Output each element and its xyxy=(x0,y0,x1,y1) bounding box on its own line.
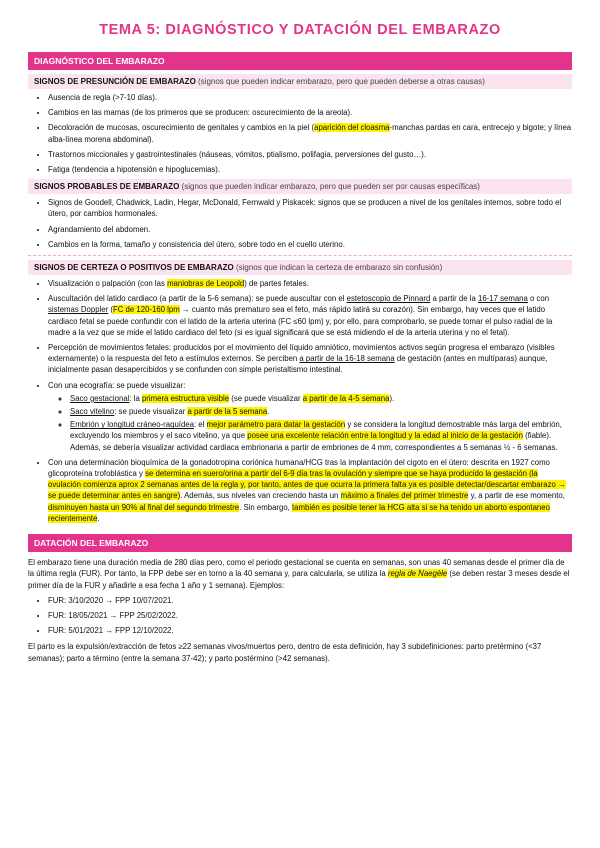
text: Decoloración de mucosas, oscurecimiento de genitales y cambios en la piel ( xyxy=(48,123,315,133)
highlight: se determina en suero/orina a partir del 6-9 día tras la ovulación y siempre que se haya producido la gestación (la ovulación comienza aprox 2 semanas antes de la regla y, por tanto, antes de que ocurra la primera falta ya es posible detectar/descartar embarazo → se puede determinar antes en sangre) xyxy=(48,469,566,501)
list-item xyxy=(48,293,572,338)
text: → cuanto más prematuro sea el feto, más rápido latirá su corazón). Sin embargo, hay veces que el latido cardiaco fetal se puede confundir con el latido de la arteria uterina (FC ≤60 lpm) y, por ello, para comprobarlo, se puede tomar el pulso radial de la madre a la vez que se mide el latido cardiaco del feto (si es igual significará que se está midiendo el de la arteria uterina y no el fetal). xyxy=(48,305,553,337)
list-item: • Fatiga (tendencia a hipotensión e hipoglucemias). xyxy=(48,164,572,175)
text: Visualización o palpación (con las xyxy=(48,279,168,289)
text: ( xyxy=(108,305,113,315)
list-ecografia xyxy=(48,393,572,453)
text: : la xyxy=(129,393,142,403)
highlight: a partir de la 5 semana xyxy=(187,407,268,417)
section-header-datacion: DATACIÓN DEL EMBARAZO xyxy=(28,534,572,552)
text: y se considera la longitud demostrable más larga del embrión, excluyendo los miembros y el saco vitelino, ya que xyxy=(70,420,562,441)
list-item: • Cambios en las mamas (de los primeros que se producen: oscurecimiento de la areola). xyxy=(48,107,572,118)
text: (se deben restar 3 meses desde el primer día de la FUR y añadirle a esa fecha 1 año y 1 semana). Ejemplos: xyxy=(28,569,570,590)
underlined-text: Saco gestacional xyxy=(70,393,130,403)
highlight: aparición del cloasma xyxy=(314,123,390,133)
list-item xyxy=(70,406,572,417)
highlight: disminuyen hasta un 90% al final del segundo trimestre xyxy=(48,502,240,512)
text: -manchas pardas en cara, entrecejo y bigote; y línea alba-línea morena abdominal). xyxy=(48,123,572,144)
text: Con una ecografía: se puede visualizar: xyxy=(48,380,186,390)
text: (fiable). Además, se debería visualizar actividad cardiaca embrionaria a partir de embriones de 4 mm, correspondientes a 5 semanas ½ - 6 semanas. xyxy=(70,431,558,452)
list-item: • Agrandamiento del abdomen. xyxy=(48,224,572,235)
list-item xyxy=(70,419,572,453)
list-certeza xyxy=(28,278,572,524)
list-item: • FUR: 18/05/2021 → FPP 25/02/2022. xyxy=(48,610,572,621)
subsection-label: SIGNOS DE CERTEZA O POSITIVOS DE EMBARAZO xyxy=(34,263,234,273)
paragraph-parto: El parto es la expulsión/extracción de fetos ≥22 semanas vivos/muertos pero, dentro de esta definición, hay 3 subdefiniciones: parto pretérmino (<37 semanas); parto a término (entre la semana 37-42); y parto postérmino (>42 semanas). xyxy=(28,642,542,663)
subsection-presuncion xyxy=(28,74,572,89)
text: o con xyxy=(527,294,550,304)
list-item xyxy=(48,342,572,376)
subsection-label: SIGNOS DE PRESUNCIÓN DE EMBARAZO xyxy=(34,77,196,86)
subsection-note: (signos que indican la certeza de embarazo sin confusión) xyxy=(233,263,443,273)
highlight: a partir de la 4-5 semana xyxy=(302,393,390,403)
highlight: FC de 120-160 lpm xyxy=(113,305,180,315)
underlined-text: estetoscopio de Pinnard xyxy=(346,294,431,304)
highlight: también es posible tener la HCG alta si se ha tenido un aborto espontaneo recientemente xyxy=(48,502,550,523)
highlight: regla de Naegèle xyxy=(387,569,448,579)
text: . Además, sus niveles van creciendo hasta un xyxy=(180,491,341,501)
text: y, a partir de ese momento, xyxy=(468,491,565,501)
subsection-probables xyxy=(28,179,572,194)
text: Con una determinación bioquímica de la gonadotropina coriónica humana/HCG tras la implantación del cigoto en el útero: descrita en 1927 como glicoproteína trofoblástica y xyxy=(48,457,550,479)
underlined-text: Saco vitelino xyxy=(70,407,115,417)
list-item xyxy=(48,380,572,453)
underlined-text: sistemas Doppler xyxy=(48,305,109,315)
text: . Sin embargo, xyxy=(239,502,293,512)
list-presuncion xyxy=(28,92,572,175)
list-item: • Cambios en la forma, tamaño y consistencia del útero, sobre todo en el cuello uterino. xyxy=(48,239,572,250)
text: Percepción de movimientos fetales: producidos por el movimiento del líquido amniótico, movimientos activos según progresa el embarazo (visibles externamente) o la respuesta del feto a estímulos externos. Se perciben xyxy=(48,343,555,364)
highlight: posee una excelente relación entre la longitud y la edad al inicio de la gestación xyxy=(247,431,523,441)
text: a partir de la xyxy=(430,294,478,304)
list-ejemplos xyxy=(28,595,572,637)
highlight: maniobras de Leopold xyxy=(167,279,245,289)
text: . xyxy=(97,513,100,523)
underlined-text: Embrión y longitud cráneo-raquídea xyxy=(70,420,194,430)
underlined-text: 16-17 semana xyxy=(477,294,528,304)
text: de gestación (antes en multíparas) aunque, inicialmente pasan desapercibidos y se confunden con simple peristaltismo intestinal. xyxy=(48,354,548,375)
subsection-label: SIGNOS PROBABLES DE EMBARAZO xyxy=(34,182,180,192)
list-item xyxy=(48,457,572,524)
text: Auscultación del latido cardiaco (a partir de la 5-6 semana): se puede auscultar con el xyxy=(48,294,347,304)
text: ) de partes fetales. xyxy=(244,279,309,289)
subsection-note: (signos que pueden indicar embarazo, pero que pueden deberse a otras causas) xyxy=(195,77,485,86)
list-item: • Signos de Goodell, Chadwick, Ladin, Hegar, McDonald, Fernwald y Piskacek: signos que se producen a nivel de los genitales internos, sobre todo el útero, por cambios hormonales. xyxy=(48,197,572,219)
list-probables xyxy=(28,197,572,250)
subsection-certeza xyxy=(28,260,572,275)
list-item xyxy=(70,393,572,404)
text: (se puede visualizar xyxy=(229,393,303,403)
subsection-note: (signos que pueden indicar embarazo, pero que pueden ser por causas específicas) xyxy=(179,182,480,192)
highlight: máximo a finales del primer trimestre xyxy=(340,491,469,501)
text: . xyxy=(267,407,270,417)
paragraph-datacion xyxy=(28,557,572,591)
text: : se puede visualizar xyxy=(114,407,188,417)
highlight: mejor parámetro para datar la gestación xyxy=(206,420,346,430)
list-item: • Ausencia de regla (>7-10 días). xyxy=(48,92,572,103)
text: ). xyxy=(389,393,395,403)
highlight: primera estructura visible xyxy=(141,393,230,403)
text: : el xyxy=(193,420,207,430)
list-item xyxy=(48,122,572,144)
list-item xyxy=(48,278,572,289)
section-header-diagnostico: DIAGNÓSTICO DEL EMBARAZO xyxy=(28,52,572,70)
page-title: TEMA 5: DIAGNÓSTICO Y DATACIÓN DEL EMBARAZO xyxy=(99,22,501,38)
list-item: • Trastornos miccionales y gastrointestinales (náuseas, vómitos, ptialismo, polifagia, perversiones del gusto…). xyxy=(48,149,572,160)
list-item: • FUR: 5/01/2021 → FPP 12/10/2022. xyxy=(48,625,572,636)
divider xyxy=(28,255,572,256)
text: El embarazo tiene una duración media de 280 días pero, como el periodo gestacional se cuenta en semanas, son unas 40 semanas desde el primer día de la última regla (FUR). Por tanto, la FPP debe ser en torno a la 40 semana y, para calcularla, se utiliza la xyxy=(28,558,565,579)
underlined-text: a partir de la 16-18 semana xyxy=(299,354,395,364)
list-item: • FUR: 3/10/2020 → FPP 10/07/2021. xyxy=(48,595,572,606)
